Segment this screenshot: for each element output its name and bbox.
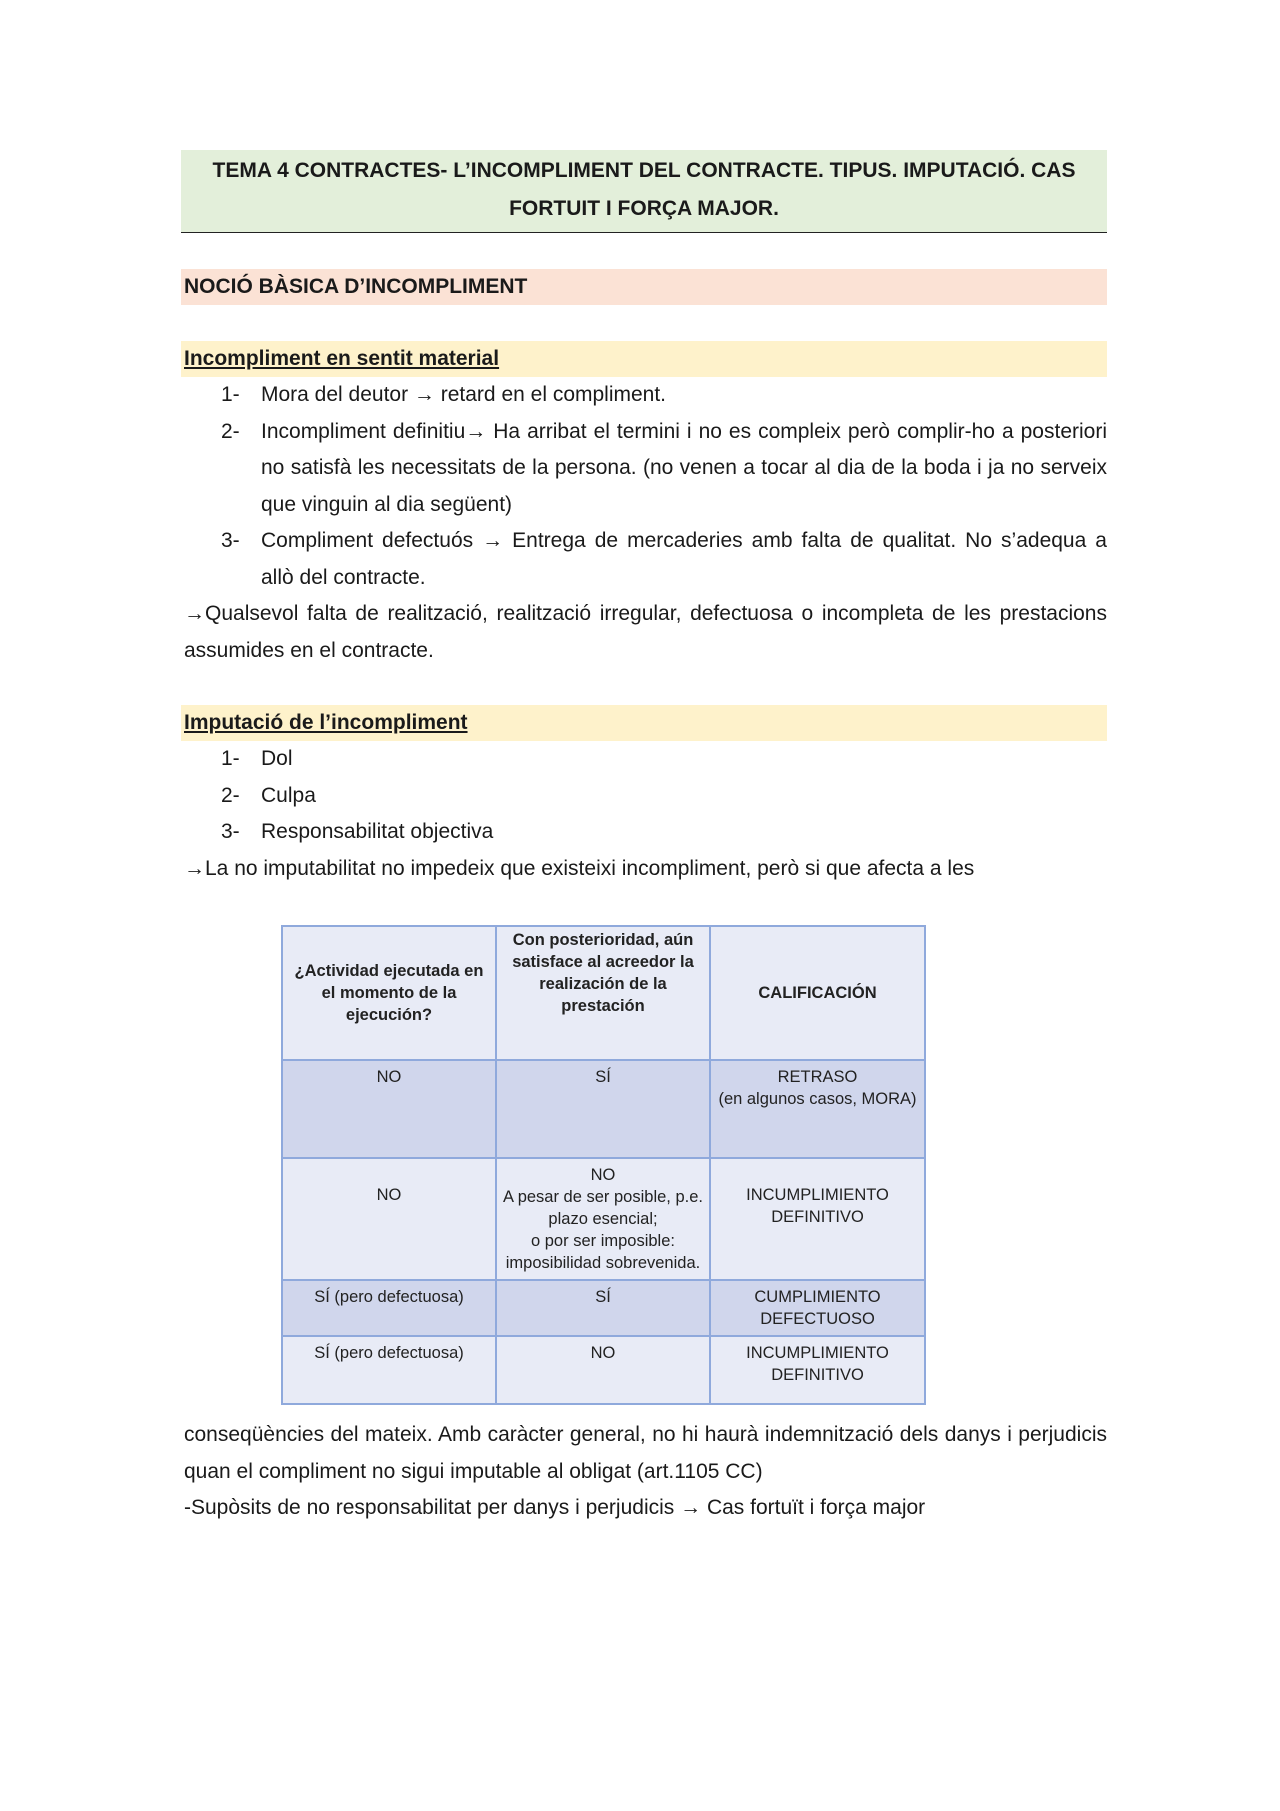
document-page — [181, 150, 1107, 1527]
section-heading-incompliment-material: Incompliment en sentit material — [181, 341, 1107, 377]
table-header-cell: ¿Actividad ejecutada en el momento de la ejecución? — [282, 926, 496, 1060]
section-heading-imputacio: Imputació de l’incompliment — [181, 705, 1107, 741]
section-heading-nocio: NOCIÓ BÀSICA D’INCOMPLIMENT — [181, 269, 1107, 305]
list-number: 3- — [221, 529, 240, 552]
table-cell: CUMPLIMIENTO DEFECTUOSO — [710, 1280, 925, 1336]
table-cell-line: A pesar de ser posible, p.e. plazo esencial; — [503, 1188, 703, 1228]
title-line-2: FORTUIT I FORÇA MAJOR. — [509, 197, 779, 220]
table-cell-line: NO — [590, 1166, 616, 1184]
table-row — [282, 1158, 925, 1280]
table-cell-line: o por ser imposible: imposibilidad sobrevenida. — [505, 1232, 701, 1272]
table-cell: NO — [496, 1336, 710, 1404]
incompliment-list — [181, 377, 1107, 596]
table-cell: NO — [282, 1060, 496, 1158]
table-cell — [710, 1060, 925, 1158]
list-number: 1- — [221, 383, 240, 406]
table-row — [282, 1280, 925, 1336]
qualification-table-figure — [281, 925, 929, 1405]
table-cell: INCUMPLIMIENTO DEFINITIVO — [710, 1158, 925, 1280]
list-item — [181, 741, 1107, 778]
table-cell: SÍ — [496, 1280, 710, 1336]
qualification-table — [281, 925, 926, 1405]
list-text: Culpa — [261, 783, 316, 807]
list-item — [181, 377, 1107, 414]
table-header-row — [282, 926, 925, 1060]
table-cell-line: (en algunos casos, MORA) — [718, 1090, 917, 1108]
list-text: Compliment defectuós → Entrega de mercaderies amb falta de qualitat. No s’adequa a allò del contracte. — [261, 529, 1107, 589]
list-number: 1- — [221, 747, 240, 770]
table-cell: SÍ (pero defectuosa) — [282, 1280, 496, 1336]
imputacio-note-start: →La no imputabilitat no impedeix que existeixi incompliment, però si que afecta a les — [184, 856, 975, 880]
list-text: Dol — [261, 747, 293, 770]
table-header-cell: CALIFICACIÓN — [710, 926, 925, 1060]
table-cell-line: RETRASO — [777, 1068, 858, 1086]
table-row — [282, 1336, 925, 1404]
list-text: Responsabilitat objectiva — [261, 820, 494, 843]
table-cell — [496, 1158, 710, 1280]
table-row — [282, 1060, 925, 1158]
list-number: 2- — [221, 783, 240, 807]
imputacio-list — [181, 741, 1107, 851]
table-cell: SÍ — [496, 1060, 710, 1158]
imputacio-note-last: -Supòsits de no responsabilitat per danys i perjudicis → Cas fortuït i força major — [184, 1496, 926, 1519]
list-number: 2- — [221, 419, 240, 443]
document-title — [181, 150, 1107, 233]
list-item — [181, 523, 1107, 596]
table-cell: SÍ (pero defectuosa) — [282, 1336, 496, 1404]
list-item — [181, 778, 1107, 815]
incompliment-material-content — [181, 377, 1107, 669]
list-item — [181, 414, 1107, 524]
incompliment-note: →Qualsevol falta de realització, realització irregular, defectuosa o incompleta de les prestacions assumides en el contracte. — [184, 602, 1107, 662]
imputacio-tail — [181, 1417, 1107, 1527]
table-header-cell: Con posterioridad, aún satisface al acreedor la realización de la prestación — [496, 926, 710, 1060]
table-cell: INCUMPLIMIENTO DEFINITIVO — [710, 1336, 925, 1404]
table-cell: NO — [282, 1158, 496, 1280]
list-number: 3- — [221, 820, 240, 843]
list-text: Incompliment definitiu→ Ha arribat el termini i no es compleix però complir-ho a posteriori no satisfà les necessitats de la persona. (no venen a tocar al dia de la boda i ja no serveix que vinguin al dia següent) — [261, 419, 1107, 516]
list-text: Mora del deutor → retard en el compliment. — [261, 383, 667, 406]
imputacio-content — [181, 741, 1107, 887]
list-item — [181, 814, 1107, 851]
title-line-1: TEMA 4 CONTRACTES- L’INCOMPLIMENT DEL CONTRACTE. TIPUS. IMPUTACIÓ. CAS — [212, 159, 1076, 182]
imputacio-note-end: conseqüències del mateix. Amb caràcter general, no hi haurà indemnització dels danys i perjudicis quan el compliment no sigui imputable al obligat (art.1105 CC) — [184, 1423, 1107, 1483]
